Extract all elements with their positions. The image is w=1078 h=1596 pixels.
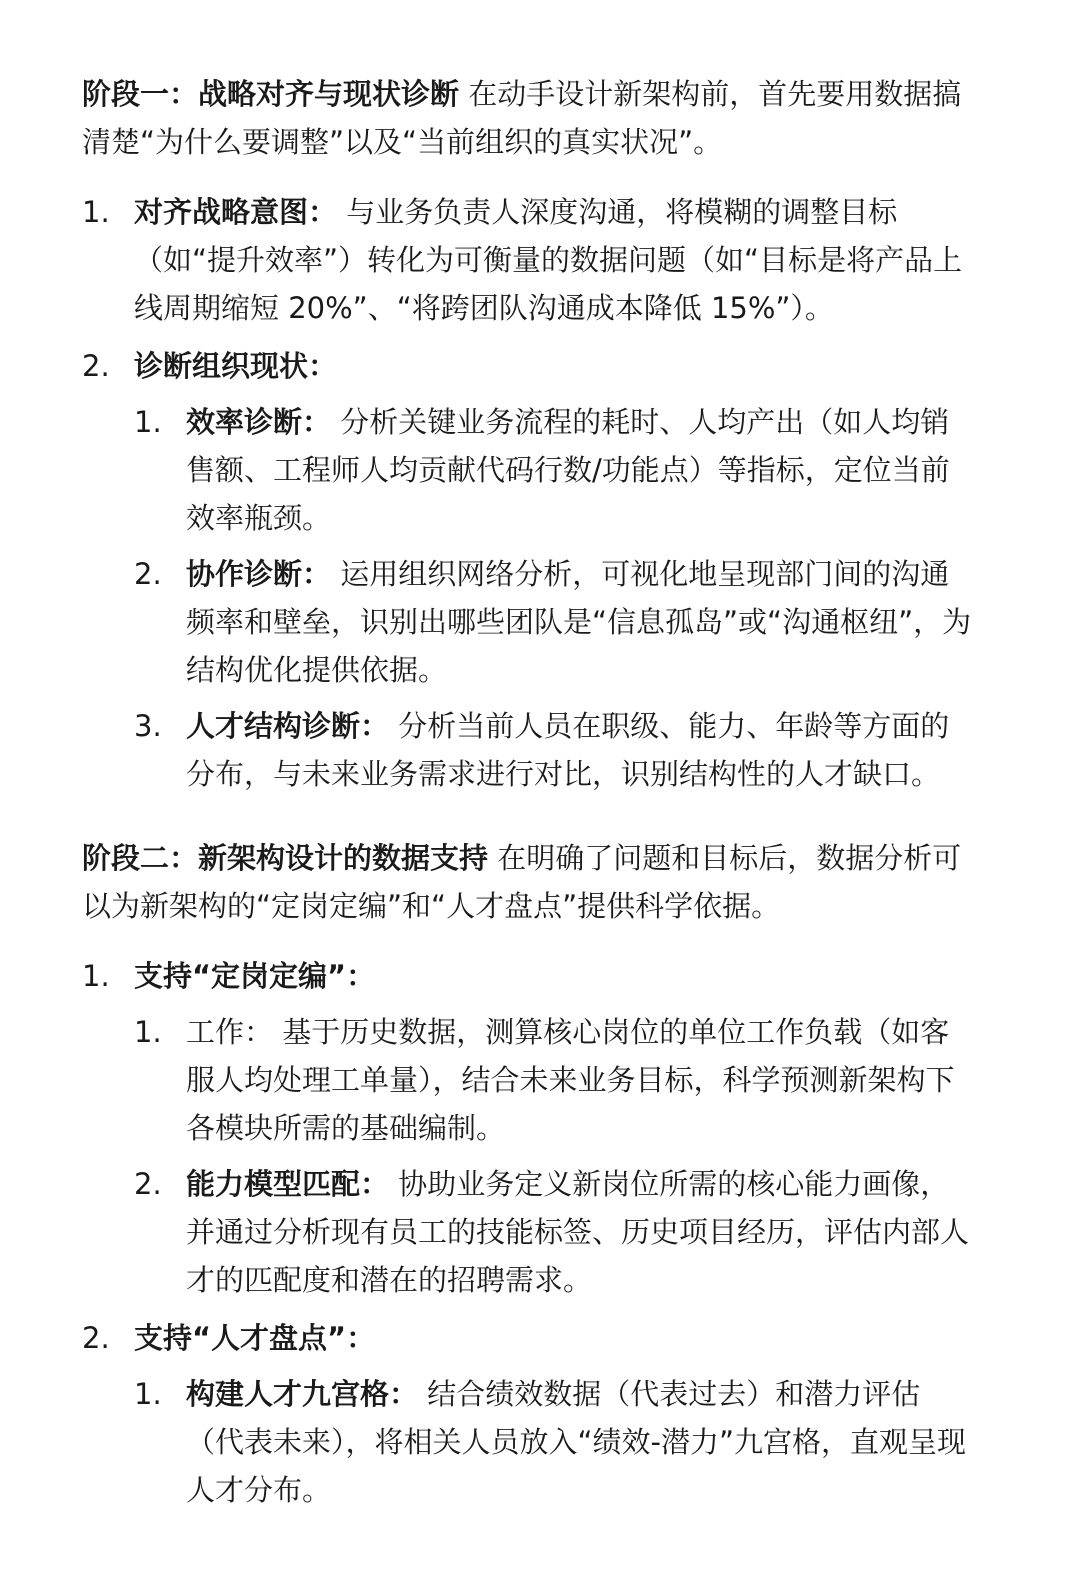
item-title: 人才结构诊断：: [186, 709, 390, 743]
sub-list-item: [134, 1008, 974, 1152]
list-number: 2.: [134, 557, 162, 591]
list-number: 1.: [82, 195, 110, 229]
sub-list-item: [134, 1160, 974, 1304]
item-text: 工作： 基于历史数据，测算核心岗位的单位工作负载（如客服人均处理工单量），结合未来业务目标，科学预测新架构下各模块所需的基础编制。: [186, 1015, 955, 1145]
item-title: 构建人才九宫格：: [186, 1377, 419, 1411]
sub-list-item: [134, 1370, 974, 1514]
list-number: 1.: [134, 1377, 162, 1411]
list-item: [82, 188, 974, 332]
sub-list-item: [134, 550, 974, 694]
item-text: 分析关键业务流程的耗时、人均产出（如人均销售额、工程师人均贡献代码行数/功能点）等指标，定位当前效率瓶颈。: [186, 405, 950, 535]
sub-list-item: [134, 702, 974, 798]
section-spacer: [82, 808, 974, 834]
section-2-heading: 阶段二：新架构设计的数据支持: [82, 841, 489, 875]
list-number: 2.: [82, 349, 110, 383]
list-item: [82, 1314, 974, 1514]
list-item: [82, 952, 974, 1304]
item-title: 支持“定岗定编”：: [134, 959, 376, 993]
list-item: [82, 342, 974, 798]
section-1-intro-text: 在动手设计新架构前，首先要用数据搞清楚“为什么要调整”以及“当前组织的真实状况”。: [82, 77, 962, 159]
item-text: 运用组织网络分析，可视化地呈现部门间的沟通频率和壁垒，识别出哪些团队是“信息孤岛”或“沟通枢纽”，为结构优化提供依据。: [186, 557, 972, 687]
item-title: 支持“人才盘点”：: [134, 1321, 376, 1355]
section-1-list: [82, 188, 974, 798]
section-2-intro-text: 在明确了问题和目标后，数据分析可以为新架构的“定岗定编”和“人才盘点”提供科学依据。: [82, 841, 962, 923]
section-2-list: [82, 952, 974, 1514]
item-text: 结合绩效数据（代表过去）和潜力评估（代表未来），将相关人员放入“绩效-潜力”九宫格，直观呈现人才分布。: [186, 1377, 967, 1507]
item-text: 协助业务定义新岗位所需的核心能力画像，并通过分析现有员工的技能标签、历史项目经历，评估内部人才的匹配度和潜在的招聘需求。: [186, 1167, 970, 1297]
item-title: 能力模型匹配：: [186, 1167, 390, 1201]
section-2-intro: [82, 834, 974, 930]
item-title: 诊断组织现状：: [134, 349, 338, 383]
sub-list: [134, 398, 974, 798]
sub-list: [134, 1008, 974, 1304]
list-number: 3.: [134, 709, 162, 743]
sub-list-item: [134, 398, 974, 542]
list-number: 1.: [134, 405, 162, 439]
sub-list: [134, 1370, 974, 1514]
list-number: 1.: [134, 1015, 162, 1049]
item-title: 协作诊断：: [186, 557, 332, 591]
item-text: 与业务负责人深度沟通，将模糊的调整目标（如“提升效率”）转化为可衡量的数据问题（如“目标是将产品上线周期缩短 20%”、“将跨团队沟通成本降低 15%”）。: [134, 195, 963, 325]
section-1-heading: 阶段一：战略对齐与现状诊断: [82, 77, 460, 111]
list-number: 1.: [82, 959, 110, 993]
item-title: 对齐战略意图：: [134, 195, 338, 229]
section-1-intro: [82, 70, 974, 166]
list-number: 2.: [82, 1321, 110, 1355]
item-text: 分析当前人员在职级、能力、年龄等方面的分布，与未来业务需求进行对比，识别结构性的人才缺口。: [186, 709, 950, 791]
list-number: 2.: [134, 1167, 162, 1201]
item-title: 效率诊断：: [186, 405, 332, 439]
